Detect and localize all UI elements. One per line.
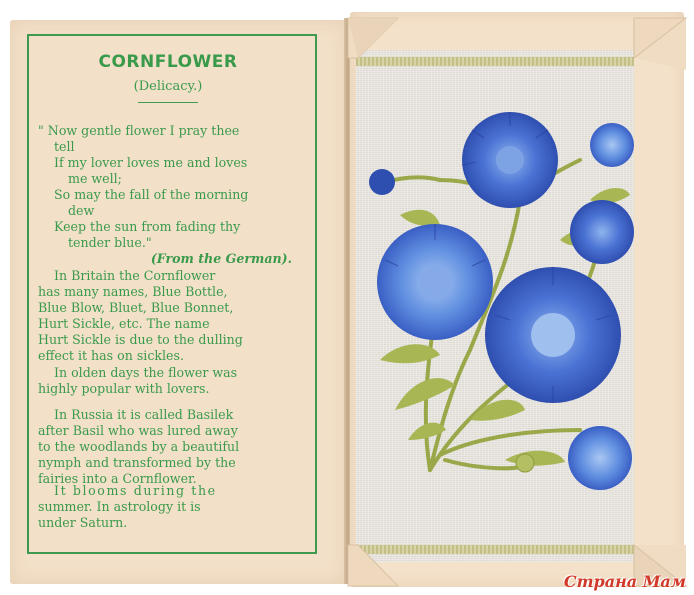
- paragraph-line: effect it has on sickles.: [38, 348, 184, 363]
- card-title: CORNFLOWER: [98, 52, 238, 72]
- paragraph-line: under Saturn.: [38, 515, 128, 530]
- paragraph-line: nymph and transformed by the: [38, 455, 236, 470]
- flower-small-left: [369, 169, 395, 195]
- poem-line: If my lover loves me and loves: [54, 155, 248, 170]
- flower-top-right: [590, 123, 634, 167]
- paragraph-line: has many names, Blue Bottle,: [38, 284, 228, 299]
- paragraph-line: fairies into a Cornflower.: [38, 471, 197, 486]
- flower-right-mid: [570, 200, 634, 264]
- flower-bottom-right: [568, 426, 632, 490]
- paragraph-line: In olden days the flower was: [54, 365, 238, 380]
- poem-line: " Now gentle flower I pray thee: [38, 123, 240, 138]
- poem-attribution: (From the German).: [150, 251, 292, 266]
- card-subtitle: (Delicacy.): [133, 79, 203, 94]
- poem-line: So may the fall of the morning: [54, 187, 249, 202]
- poem-line: tell: [54, 139, 75, 154]
- poem-line: Keep the sun from fading thy: [54, 219, 241, 234]
- poem-line: tender blue.": [68, 235, 152, 250]
- paragraph-line: highly popular with lovers.: [38, 381, 210, 396]
- paragraph-line: It blooms during the: [54, 483, 217, 498]
- poem-line: me well;: [68, 171, 122, 186]
- paragraph-line: In Britain the Cornflower: [54, 268, 216, 283]
- paragraph-line: Hurt Sickle, etc. The name: [38, 316, 210, 331]
- paragraph-line: after Basil who was lured away: [38, 423, 238, 438]
- paragraph-line: to the woodlands by a beautiful: [38, 439, 240, 454]
- flower-center: [485, 267, 621, 403]
- paragraph-line: Blue Blow, Bluet, Blue Bonnet,: [38, 300, 234, 315]
- paragraph-line: In Russia it is called Basilek: [54, 407, 234, 422]
- flower-left: [377, 224, 493, 340]
- flower-top: [462, 112, 558, 208]
- site-watermark: Страна Мам: [563, 572, 686, 591]
- paragraph-line: summer. In astrology it is: [38, 499, 201, 514]
- poem-line: dew: [68, 203, 95, 218]
- paragraph-line: Hurt Sickle is due to the dulling: [38, 332, 243, 347]
